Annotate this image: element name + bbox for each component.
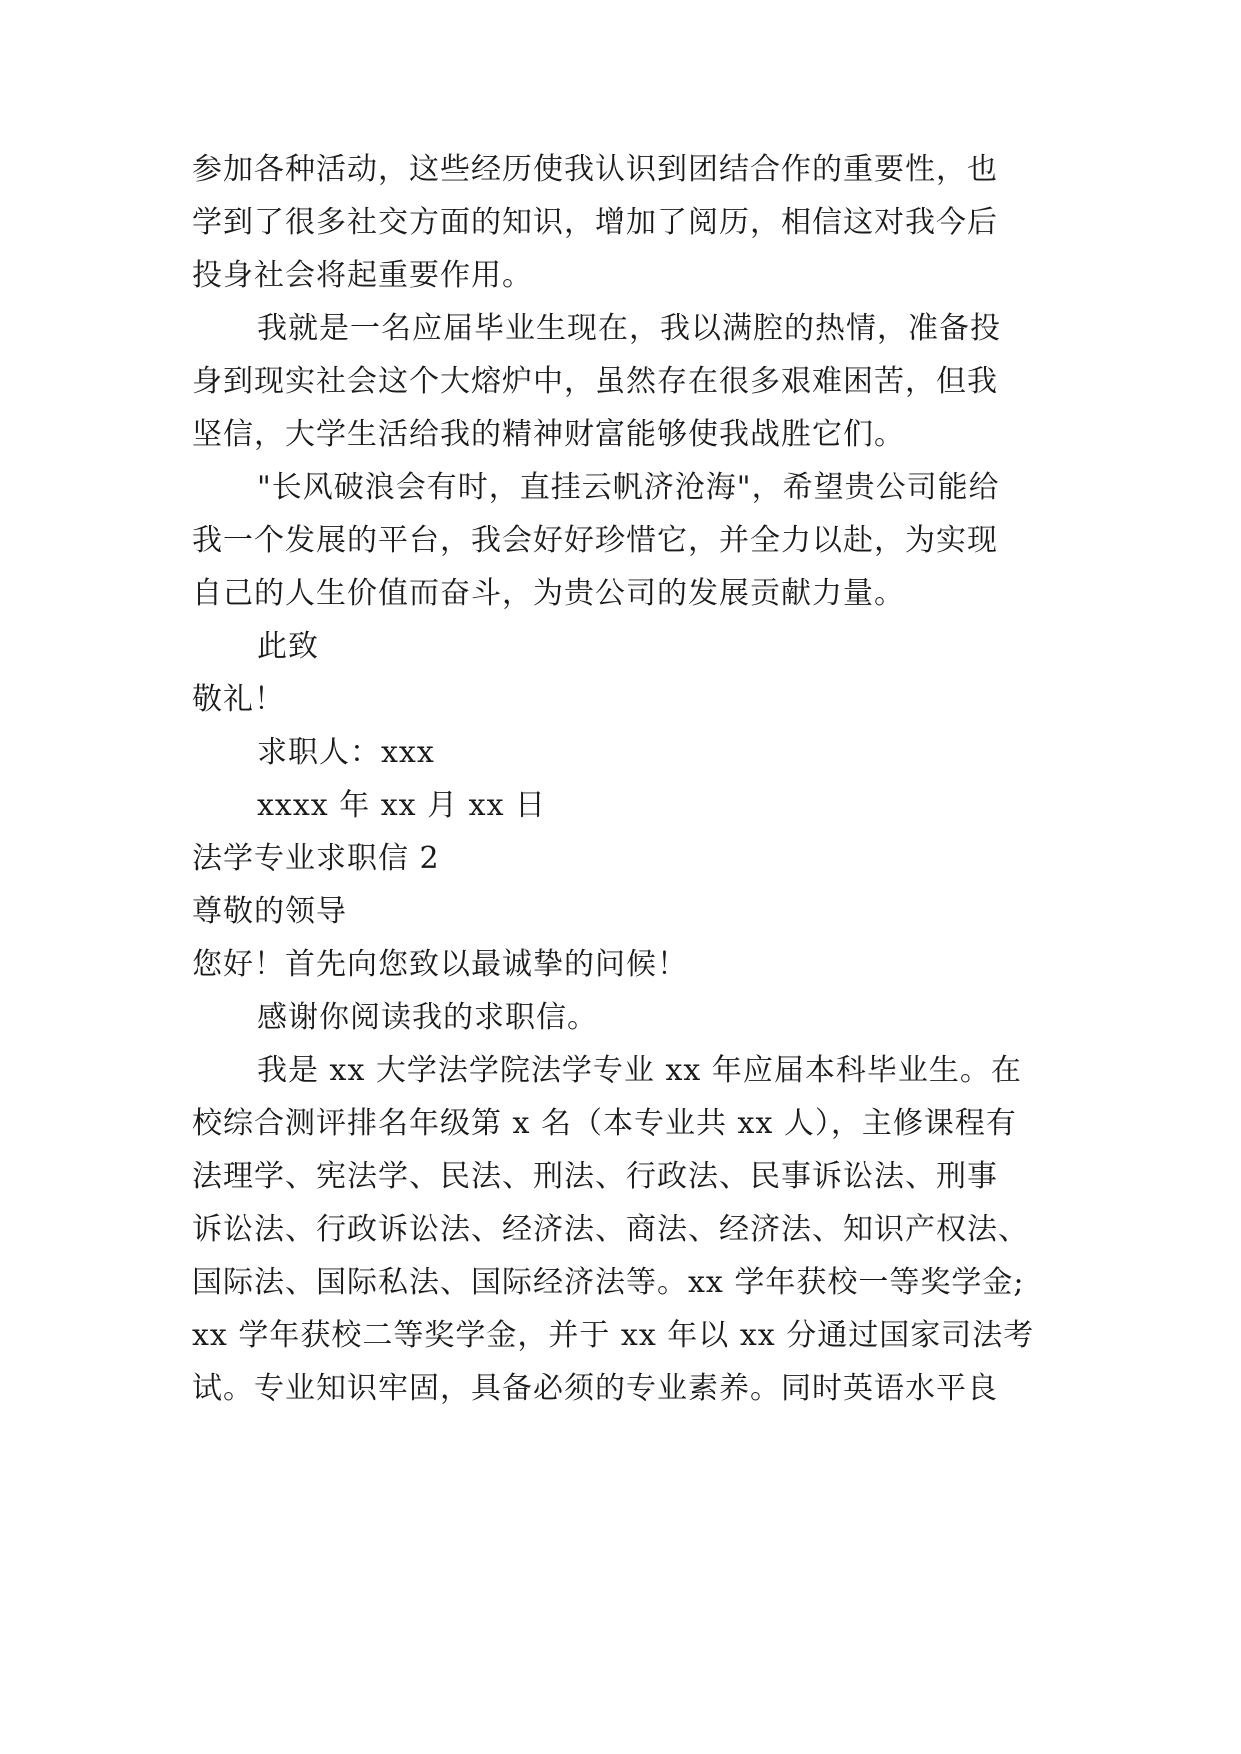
- body-text-line: 参加各种活动，这些经历使我认识到团结合作的重要性，也: [192, 152, 998, 187]
- closing-salutation: 此致: [257, 629, 319, 664]
- greeting: 尊敬的领导: [192, 894, 347, 929]
- body-text-line: 身到现实社会这个大熔炉中，虽然存在很多艰难困苦，但我: [192, 364, 998, 399]
- body-text-line: 学到了很多社交方面的知识，增加了阅历，相信这对我今后: [192, 205, 998, 240]
- body-text-line: 校综合测评排名年级第 x 名（本专业共 xx 人），主修课程有: [192, 1106, 1017, 1141]
- body-text-line: 我一个发展的平台，我会好好珍惜它，并全力以赴，为实现: [192, 523, 998, 558]
- signature-applicant: 求职人：xxx: [257, 735, 435, 770]
- body-text-line: 坚信，大学生活给我的精神财富能够使我战胜它们。: [192, 417, 905, 452]
- body-text-line: 我就是一名应届毕业生现在，我以满腔的热情，准备投: [257, 311, 1001, 346]
- body-text-line: "长风破浪会有时，直挂云帆济沧海"，希望贵公司能给: [257, 470, 1000, 505]
- body-text-line: 国际法、国际私法、国际经济法等。xx 学年获校一等奖学金;: [192, 1265, 1025, 1300]
- body-text-line: 我是 xx 大学法学院法学专业 xx 年应届本科毕业生。在: [257, 1053, 1022, 1088]
- section-heading: 法学专业求职信 2: [192, 841, 440, 876]
- body-text-line: xx 学年获校二等奖学金，并于 xx 年以 xx 分通过国家司法考: [192, 1318, 1035, 1353]
- closing-regards: 敬礼！: [192, 682, 285, 717]
- body-text-line: 投身社会将起重要作用。: [192, 258, 533, 293]
- signature-date: xxxx 年 xx 月 xx 日: [257, 788, 547, 823]
- body-text-line: 试。专业知识牢固，具备必须的专业素养。同时英语水平良: [192, 1371, 998, 1406]
- body-text-line: 感谢你阅读我的求职信。: [257, 1000, 598, 1035]
- body-text-line: 诉讼法、行政诉讼法、经济法、商法、经济法、知识产权法、: [192, 1212, 1029, 1247]
- body-text-line: 法理学、宪法学、民法、刑法、行政法、民事诉讼法、刑事: [192, 1159, 998, 1194]
- body-text-line: 自己的人生价值而奋斗，为贵公司的发展贡献力量。: [192, 576, 905, 611]
- greeting-line: 您好！首先向您致以最诚挚的问候！: [192, 947, 688, 982]
